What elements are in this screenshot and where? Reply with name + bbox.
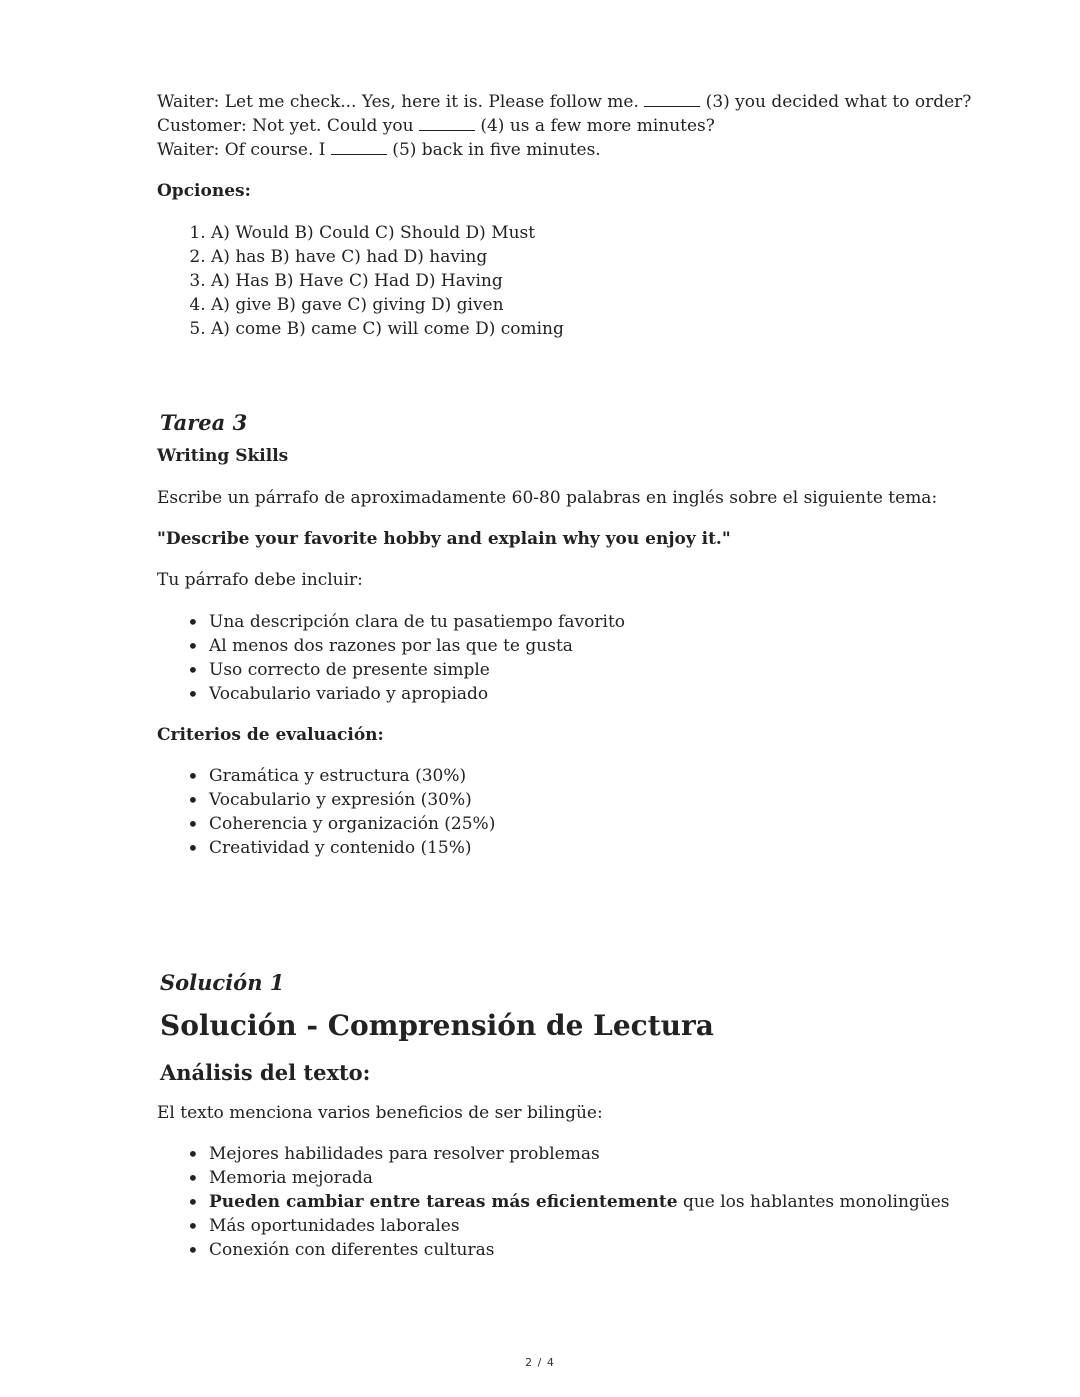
solution-subheading: Análisis del texto: (160, 1060, 371, 1085)
options-label: Opciones: (157, 181, 251, 201)
option-item: 4. A) give B) gave C) giving D) given (211, 293, 957, 317)
option-item: 2. A) has B) have C) had D) having (211, 245, 957, 269)
list-item: • Una descripción clara de tu pasatiempo favorito (209, 610, 957, 634)
options-list (157, 221, 957, 341)
list-item: • Gramática y estructura (30%) (209, 764, 957, 788)
dialogue-text: (3) you decided what to order? (700, 92, 972, 112)
dialogue (157, 90, 972, 162)
include-list (157, 610, 957, 706)
list-item: • Memoria mejorada (209, 1166, 957, 1190)
bold-text: Pueden cambiar entre tareas más eficientemente (209, 1192, 678, 1212)
include-label: Tu párrafo debe incluir: (157, 570, 363, 590)
list-item: • Vocabulario y expresión (30%) (209, 788, 957, 812)
blank-5 (331, 138, 387, 155)
blank-3 (644, 90, 700, 107)
dialogue-text: (5) back in five minutes. (386, 140, 601, 160)
dialogue-line-5 (157, 138, 957, 162)
page-number: 2 / 4 (525, 1356, 555, 1369)
task-instruction: Escribe un párrafo de aproximadamente 60-80 palabras en inglés sobre el siguiente tema: (157, 488, 938, 508)
dialogue-line-4 (157, 114, 957, 138)
list-item: • Conexión con diferentes culturas (209, 1238, 957, 1262)
dialogue-text: Waiter: Of course. I (157, 140, 331, 160)
benefits-list (157, 1142, 957, 1262)
solution-title: Solución 1 (160, 970, 285, 995)
option-item: 3. A) Has B) Have C) Had D) Having (211, 269, 957, 293)
list-item: • Más oportunidades laborales (209, 1214, 957, 1238)
task-subtitle: Writing Skills (157, 446, 289, 466)
dialogue-line-3 (157, 90, 972, 114)
option-item: 5. A) come B) came C) will come D) coming (211, 317, 957, 341)
task-topic: "Describe your favorite hobby and explain why you enjoy it." (157, 529, 731, 549)
dialogue-text: Waiter: Let me check... Yes, here it is. Please follow me. (157, 92, 645, 112)
document-page (157, 90, 972, 1262)
list-item: • Al menos dos razones por las que te gusta (209, 634, 957, 658)
list-item (209, 1190, 957, 1214)
criteria-list (157, 764, 957, 860)
task-title: Tarea 3 (160, 410, 248, 435)
criteria-label: Criterios de evaluación: (157, 725, 384, 745)
solution-intro: El texto menciona varios beneficios de ser bilingüe: (157, 1103, 603, 1123)
list-item: • Vocabulario variado y apropiado (209, 682, 957, 706)
list-item: • Creatividad y contenido (15%) (209, 836, 957, 860)
option-item: 1. A) Would B) Could C) Should D) Must (211, 221, 957, 245)
solution-heading: Solución - Comprensión de Lectura (160, 1009, 714, 1042)
list-item-text: que los hablantes monolingües (677, 1192, 950, 1212)
blank-4 (419, 114, 475, 131)
dialogue-text: Customer: Not yet. Could you (157, 116, 419, 136)
dialogue-text: (4) us a few more minutes? (474, 116, 715, 136)
list-item: • Coherencia y organización (25%) (209, 812, 957, 836)
list-item: • Uso correcto de presente simple (209, 658, 957, 682)
list-item: • Mejores habilidades para resolver problemas (209, 1142, 957, 1166)
